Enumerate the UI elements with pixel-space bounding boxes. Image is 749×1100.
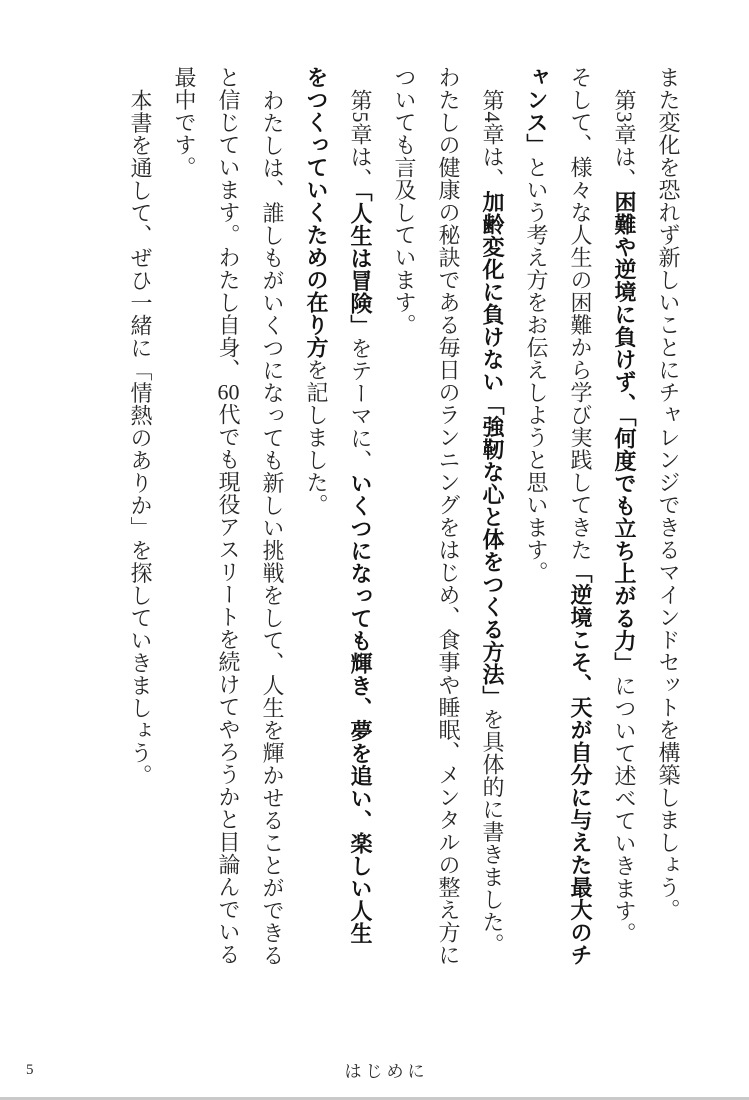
emphasis-text: ャンス」	[524, 66, 549, 156]
body-text: 本書を通して、ぜひ一緒に「情熱のありか」を探していきましょう。	[128, 89, 153, 787]
page-number: 5	[26, 1062, 34, 1078]
body-text: わたしは、誰しもがいくつになっても新しい挑戦をして、人生を輝かせることができる	[260, 89, 285, 967]
body-text: また変化を恐れず新しいことにチャレンジできるマインドセットを構築しましょう。	[656, 66, 681, 921]
emphasis-text: 「人生は冒険」	[348, 190, 373, 337]
emphasis-text: 加齢変化に負けない「強靭な心と体をつくる方法」	[480, 190, 505, 708]
text-line	[470, 66, 514, 981]
emphasis-text: 困難や逆境に負けず、「何度でも立ち上がる力」	[612, 190, 637, 675]
text-line	[118, 66, 162, 981]
emphasis-text: いくつになっても輝き、夢を追い、楽しい人生	[348, 472, 373, 945]
text-line	[426, 66, 470, 981]
text-block	[116, 66, 690, 981]
body-text: という考え方をお伝えしようと思います。	[524, 156, 549, 584]
text-line	[206, 66, 250, 981]
text-line	[646, 66, 690, 981]
body-text: 第5章は、	[348, 89, 373, 191]
body-text: について述べていきます。	[612, 674, 637, 945]
body-text: 60	[217, 381, 240, 403]
emphasis-text: をつくっていくための在り方	[304, 66, 329, 359]
emphasis-text: 「逆境こそ、天が自分に与えた最大のチ	[568, 561, 593, 966]
text-line	[382, 66, 426, 981]
text-line	[162, 66, 206, 981]
body-text: わたしの健康の秘訣である毎日のランニングをはじめ、食事や睡眠、メンタルの整え方に	[436, 66, 461, 966]
body-text: を記しました。	[304, 358, 329, 516]
body-text: と信じています。わたし自身、	[216, 66, 241, 381]
body-text: を具体的に書きました。	[480, 708, 505, 956]
text-line	[338, 66, 382, 981]
text-line	[250, 66, 294, 981]
body-text: 最中です。	[172, 66, 197, 179]
body-text: をテーマに、	[348, 337, 373, 472]
text-line	[294, 66, 338, 981]
chapter-running-title: はじめに	[344, 1062, 429, 1081]
text-line	[514, 66, 558, 981]
body-text: ついても言及しています。	[392, 66, 417, 336]
body-text: 第4章は、	[480, 89, 505, 191]
body-text: そして、様々な人生の困難から学び実践してきた	[568, 66, 593, 561]
text-line	[602, 66, 646, 981]
body-text: 代でも現役アスリートを続けてやろうかと目論んでいる	[216, 403, 241, 966]
body-text: 第3章は、	[612, 89, 637, 191]
text-line	[558, 66, 602, 981]
